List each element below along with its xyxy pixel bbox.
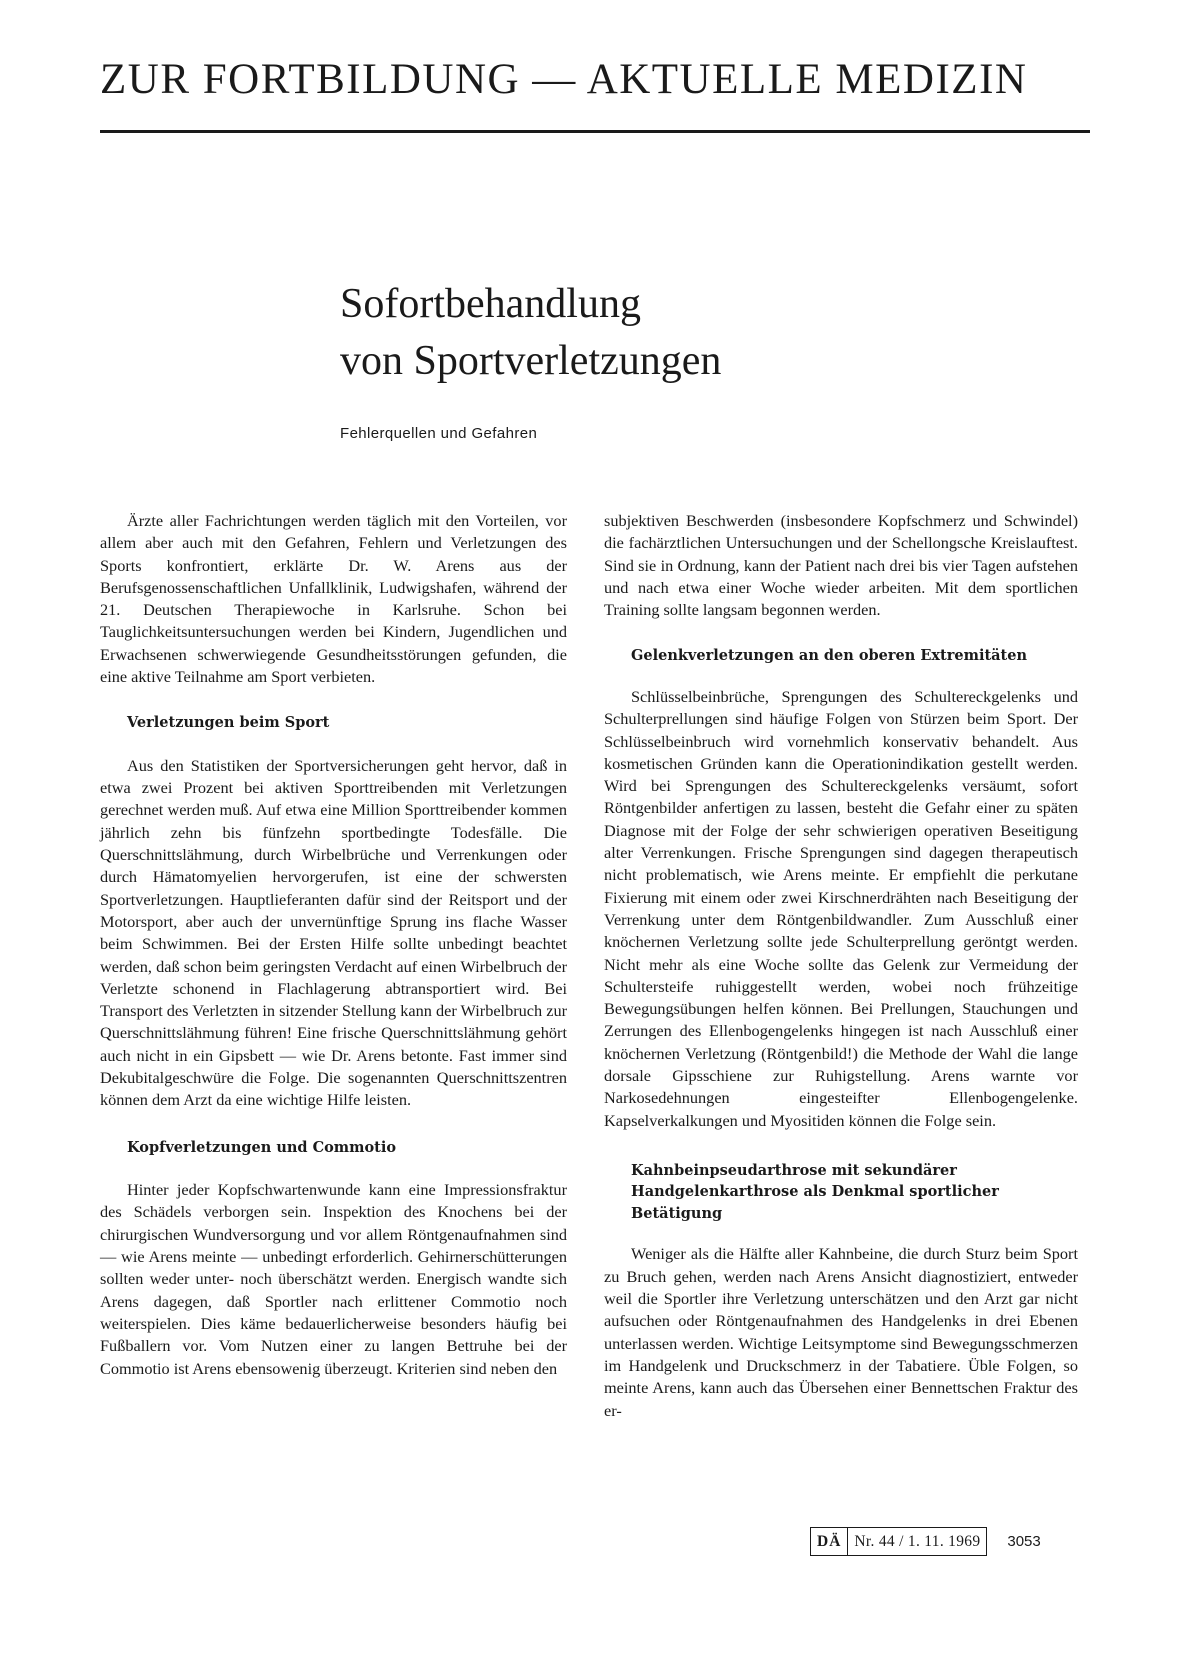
gelenk-paragraph: Schlüsselbeinbrüche, Sprengungen des Schultereckgelenks und Schulterprellungen sind häufige Folgen von Stürzen beim Sport. Der Schlüsselbeinbruch wird vornehmlich konservativ behandelt. Aus kosmetischen Gründen kann die Operationindikation gestellt werden. Wird bei Sprengungen des Schultereckgelenks versäumt, sofort Röntgenbilder anfertigen zu lassen, besteht die Gefahr einer zu späten Diagnose mit der Folge der sehr schwierigen operativen Beseitigung alter Verrenkungen. Frische Sprengungen sind dagegen therapeutisch nicht problematisch, wie Arens meinte. Er empfiehlt die perkutane Fixierung mit einem oder zwei Kirschnerdrähten nach Beseitigung der Verrenkung unter dem Röntgenbildwandler. Zum Ausschluß einer knöchernen Verletzung sollte jede Schulterprellung geröntgt werden. Nicht mehr als eine Woche sollte das Gelenk zur Vermeidung der Schultersteife ruhiggestellt werden, wobei noch frühzeitige Bewegungsübungen helfen können. Bei Prellungen, Stauchungen und Zerrungen des Ellenbogengelenks hingegen ist nach Ausschluß einer knöchernen Verletzung (Röntgenbild!) die Methode der Wahl die lange dorsale Gipsschiene zur Ruhigstellung. Arens warnte vor Narkosedehnungen eingesteifter Ellenbogengelenke. Kapselverkalkungen und Myositiden können die Folge sein. [604, 686, 1078, 1130]
title-line-1: Sofortbehandlung [340, 281, 641, 327]
page-footer [810, 1527, 1041, 1556]
article-title [340, 276, 1040, 390]
kopf-paragraph: Hinter jeder Kopfschwartenwunde kann eine Impressionsfraktur des Schädels verborgen sein. Inspektion des Knochens bei der chirurgischen Wundversorgung und vor allem Röntgenaufnahmen sind — wie Arens meinte — unbedingt erforderlich. Gehirnerschütterungen sollten weder unter- noch überschätzt werden. Energisch wandte sich Arens dagegen, daß Sportler nach erlittener Commotio noch weiterspielen. Dies käme bedauerlicherweise besonders häufig bei Fußballern vor. Vom Nutzen einer zu langen Bettruhe bei der Commotio ist Arens ebensowenig überzeugt. Kriterien sind neben den [100, 1180, 567, 1378]
title-line-2: von Sportverletzungen [340, 338, 722, 384]
intro-paragraph: Ärzte aller Fachrichtungen werden täglich mit den Vorteilen, vor allem aber auch mit den Gefahren, Fehlern und Verletzungen des Sports konfrontiert, erklärte Dr. W. Arens aus der Berufsgenossenschaftlichen Unfallklinik, Ludwigshafen, während der 21. Deutschen Therapiewoche in Karlsruhe. Schon bei Tauglichkeitsuntersuchungen werden bei Kindern, Jugendlichen und Erwachsenen schwerwiegende Gesundheitsstörungen gefunden, die eine aktive Teilnahme am Sport verbieten. [100, 511, 567, 687]
heading-kopfverletzungen: Kopfverletzungen und Commotio [127, 1138, 397, 1156]
heading-kahnbeinpseudarthrose: Kahnbeinpseudarthrose mit sekundärer Handgelenkarthrose als Denkmal sportlicher Betätigung [631, 1161, 999, 1222]
heading-verletzungen-beim-sport: Verletzungen beim Sport [127, 714, 330, 732]
issue-info: Nr. 44 / 1. 11. 1969 [847, 1527, 987, 1556]
kopf-paragraph-continued: subjektiven Beschwerden (insbesondere Kopfschmerz und Schwindel) die fachärztlichen Untersuchungen und der Schellongsche Kreislauftest. Sind sie in Ordnung, kann der Patient nach drei bis vier Tagen aufstehen und nach etwa einer Woche wieder arbeiten. Mit dem sportlichen Training sollte langsam begonnen werden. [604, 511, 1078, 620]
page-number: 3053 [1007, 1533, 1041, 1550]
section-header: ZUR FORTBILDUNG — AKTUELLE MEDIZIN [100, 56, 1028, 103]
journal-logo: DÄ [810, 1527, 847, 1556]
heading-gelenkverletzungen: Gelenkverletzungen an den oberen Extremitäten [631, 647, 1028, 665]
left-column [100, 510, 567, 1380]
right-column [604, 510, 1078, 1422]
article-subtitle: Fehlerquellen und Gefahren [340, 425, 538, 442]
sport-paragraph: Aus den Statistiken der Sportversicherungen geht hervor, daß in etwa zwei Prozent bei aktiven Sporttreibenden mit Verletzungen gerechnet werden muß. Auf etwa eine Million Sporttreibender kommen jährlich zehn bis fünfzehn sportbedingte Todesfälle. Die Querschnittslähmung, durch Wirbelbrüche und Verrenkungen oder durch Hämatomyelien hervorgerufen, ist eine der schwersten Sportverletzungen. Hauptlieferanten dafür sind der Reitsport und der Motorsport, aber auch der unvernünftige Sprung ins flache Wasser beim Schwimmen. Bei der Ersten Hilfe sollte unbedingt beachtet werden, daß schon beim geringsten Verdacht auf einen Wirbelbruch der Verletzte schonend in Flachlagerung abtransportiert wird. Bei Transport des Verletzten in sitzender Stellung kann der Wirbelbruch zur Querschnittslähmung führen! Eine frische Querschnittslähmung gehört auch nicht in ein Gipsbett — wie Dr. Arens betonte. Fast immer sind Dekubitalgeschwüre die Folge. Die sogenannten Querschnittszentren können dem Arzt da eine wichtige Hilfe leisten. [100, 755, 568, 1110]
kahn-paragraph: Weniger als die Hälfte aller Kahnbeine, die durch Sturz beim Sport zu Bruch gehen, werden nach Arens Ansicht diagnostiziert, entweder weil die Sportler ihre Verletzung unterschätzen und den Arzt gar nicht aufsuchen oder Röntgenaufnahmen des Handgelenks in drei Ebenen unterlassen werden. Wichtige Leitsymptome sind Bewegungsschmerzen im Handgelenk und Druckschmerz in der Tabatiere. Üble Folgen, so meinte Arens, kann auch das Übersehen einer Bennettschen Fraktur des er- [604, 1244, 1078, 1420]
header-rule [100, 130, 1090, 133]
